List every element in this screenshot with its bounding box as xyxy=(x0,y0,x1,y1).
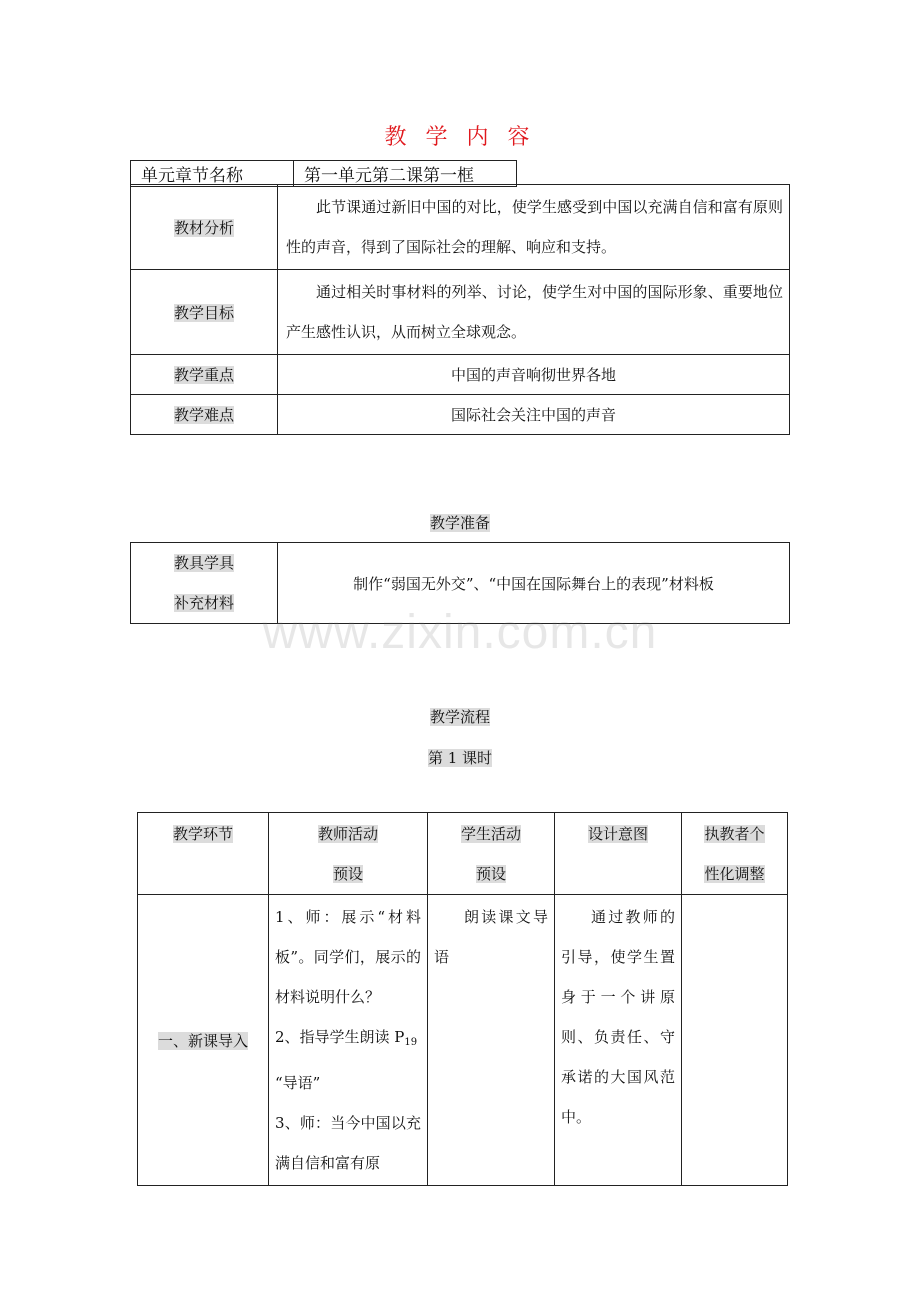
row-label: 教学重点 xyxy=(173,366,234,384)
prep-label-materials: 补充材料 xyxy=(173,594,234,612)
table-row xyxy=(131,395,790,435)
row-label: 教学目标 xyxy=(173,303,234,322)
table-row xyxy=(131,355,790,395)
session-label: 第 1 课时 xyxy=(427,749,493,767)
page-title: 教 学 内 容 xyxy=(384,125,536,150)
design-intent: 通过教师的引导，使学生置身于一个讲原则、负责任、守承诺的大国风范中。 xyxy=(561,908,675,1126)
personal-adjust xyxy=(682,895,788,1186)
header-teacher: 教师活动 xyxy=(317,825,378,843)
watermark: www.zixin.com.cn xyxy=(262,606,658,659)
flow-heading: 教学流程 xyxy=(429,708,490,726)
prep-label-tools: 教具学具 xyxy=(173,554,234,572)
table-row xyxy=(131,270,790,355)
table-header-row: 教学环节 教师活动 预设 学生活动 预设 设计意图 执教者个 性化调整 xyxy=(138,813,788,895)
unit-label: 单元章节名称 xyxy=(131,161,294,187)
table-row xyxy=(138,895,788,1186)
prep-heading: 教学准备 xyxy=(429,514,490,532)
header-intent: 设计意图 xyxy=(587,825,648,843)
row-label: 教学难点 xyxy=(173,406,234,424)
student-activity: 朗读课文导语 xyxy=(434,908,548,966)
header-student: 学生活动 xyxy=(460,825,521,843)
content-table xyxy=(130,184,790,435)
row-text: 通过相关时事材料的列举、讨论，使学生对中国的国际形象、重要地位产生感性认识，从而树立全球观念。 xyxy=(286,283,783,341)
unit-value: 第一单元第二课第一框 xyxy=(294,161,517,187)
teacher-activity: 1、师：展示“材料板”。同学们，展示的材料说明什么？ 2、指导学生朗读 $P_{19}$ “导语” 3、师：当今中国以充满自信和富有原 xyxy=(269,895,428,1186)
stage-label: 一、新课导入 xyxy=(157,1031,248,1050)
table-row xyxy=(131,185,790,270)
flow-table xyxy=(137,812,788,1186)
unit-row-table xyxy=(130,160,517,187)
row-label: 教材分析 xyxy=(173,218,234,237)
prep-text: 制作“弱国无外交”、“中国在国际舞台上的表现”材料板 xyxy=(278,543,790,624)
row-text: 此节课通过新旧中国的对比，使学生感受到中国以充满自信和富有原则性的声音，得到了国际社会的理解、响应和支持。 xyxy=(286,198,783,256)
header-stage: 教学环节 xyxy=(172,825,233,843)
row-text: 国际社会关注中国的声音 xyxy=(278,395,790,435)
row-text: 中国的声音响彻世界各地 xyxy=(278,355,790,395)
header-adjust: 执教者个 xyxy=(704,825,765,843)
